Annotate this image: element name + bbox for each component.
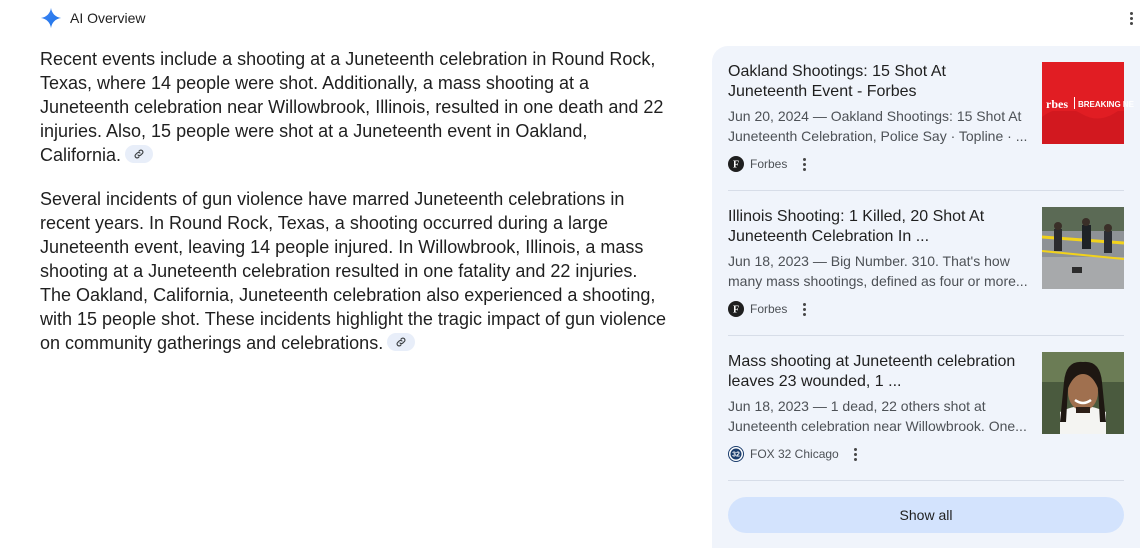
source-thumbnail[interactable] [1042,207,1124,289]
source-site: Forbes [750,302,788,316]
svg-text:F: F [732,159,740,171]
show-all-button[interactable]: Show all [728,497,1124,533]
source-snippet-text: Jun 18, 2023 — 1 dead, 22 others shot at Juneteenth celebration near Willowbrook. One... [728,398,1027,434]
source-attribution [728,301,809,317]
svg-text:rbes: rbes [1046,97,1068,111]
source-title[interactable]: Oakland Shootings: 15 Shot At Juneteenth Event - Forbes [728,63,946,100]
forbes-favicon-icon [728,156,744,172]
source-more-icon[interactable] [799,301,809,317]
overview-paragraph-1-text: Recent events include a shooting at a Juneteenth celebration in Round Rock, Texas, where 14 people were shot. Additionally, a mass shooting at a Juneteenth celebration near Willowbrook, Illinois, resulted in one death and 22 injuries. Also, 15 people were shot at a Juneteenth event in Oakland, California. [40,49,664,165]
source-attribution [728,156,809,172]
ai-overview-title: AI Overview [70,10,146,26]
svg-text:32: 32 [732,451,740,459]
gemini-spark-icon [40,7,62,29]
source-attribution [728,446,861,462]
source-site: Forbes [750,157,788,171]
forbes-favicon-icon [728,301,744,317]
sources-panel [712,46,1140,548]
fox32-favicon-icon [728,446,744,462]
more-options-icon[interactable] [1124,8,1138,28]
source-card[interactable] [728,191,1124,319]
source-card[interactable] [728,46,1135,174]
svg-text:BREAKING NE: BREAKING NE [1078,100,1135,109]
overview-paragraph-2-text: Several incidents of gun violence have marred Juneteenth celebrations in recent years. In Round Rock, Texas, a shooting occurred during a large Juneteenth event, leaving 14 people injured. In Willowbrook, Illinois, a mass shooting at a Juneteenth celebration resulted in one fatality and 22 injuries. The Oakland, California, Juneteenth celebration also experienced a shooting, with 15 people shot. These incidents highlight the tragic impact of gun violence on community gatherings and celebrations. [40,189,667,353]
source-more-icon[interactable] [799,156,809,172]
ai-overview-header [40,6,145,30]
source-snippet [728,396,1032,436]
source-more-icon[interactable] [851,446,861,462]
source-thumbnail[interactable] [1042,62,1135,144]
source-snippet [728,251,1032,291]
source-title[interactable]: Mass shooting at Juneteenth celebration leaves 23 wounded, 1 ... [728,353,1016,390]
source-title[interactable]: Illinois Shooting: 1 Killed, 20 Shot At Juneteenth Celebration In ... [728,208,985,245]
citation-link-icon[interactable] [387,333,415,351]
citation-link-icon[interactable] [125,145,153,163]
source-snippet-text: Jun 18, 2023 — Big Number. 310. That's how many mass shootings, defined as four or more... [728,253,1028,289]
svg-text:F: F [732,304,740,316]
source-thumbnail[interactable] [1042,352,1124,434]
overview-paragraph-2 [40,187,672,355]
source-site: FOX 32 Chicago [750,447,839,461]
source-snippet [728,106,1032,146]
divider [728,480,1124,481]
source-card[interactable] [728,336,1124,464]
overview-paragraph-1 [40,47,672,167]
source-snippet-text: Jun 20, 2024 — Oakland Shootings: 15 Shot At Juneteenth Celebration, Police Say · Topline · ... [728,108,1028,144]
